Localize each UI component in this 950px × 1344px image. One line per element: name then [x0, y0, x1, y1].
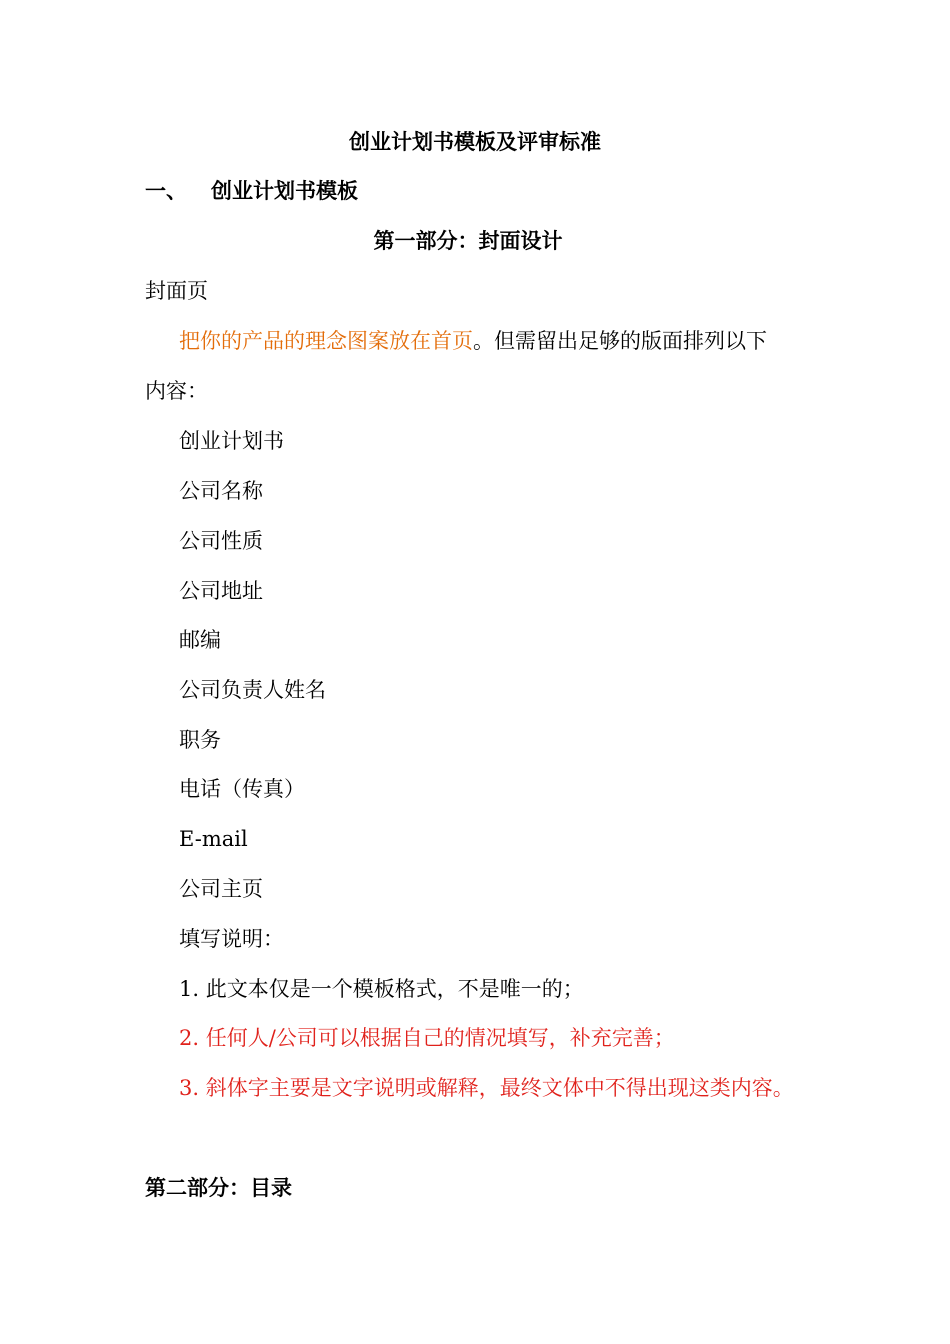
note-2: 2. 任何人/公司可以根据自己的情况填写，补充完善； — [179, 1026, 675, 1050]
part2-title: 第二部分：目录 — [145, 1176, 292, 1200]
document-title: 创业计划书模板及评审标准 — [349, 130, 601, 154]
cover-item: 公司负责人姓名 — [179, 678, 326, 702]
cover-item: 创业计划书 — [179, 429, 284, 453]
intro-paragraph-line-1 — [179, 327, 767, 355]
part1-title: 第一部分：封面设计 — [373, 229, 563, 253]
cover-item: E-mail — [179, 827, 248, 851]
cover-item: 邮编 — [179, 628, 221, 652]
cover-item: 公司名称 — [179, 479, 263, 503]
intro-rest-text: 。但需留出足够的版面排列以下 — [473, 329, 767, 353]
note-1: 1. 此文本仅是一个模板格式，不是唯一的； — [179, 977, 584, 1001]
cover-page-label: 封面页 — [145, 279, 208, 303]
section-title: 创业计划书模板 — [211, 179, 358, 203]
cover-item: 电话（传真） — [179, 777, 305, 801]
instructions-label: 填写说明： — [179, 927, 284, 951]
intro-highlight-text: 把你的产品的理念图案放在首页 — [179, 329, 473, 353]
cover-item: 公司主页 — [179, 877, 263, 901]
intro-paragraph-line-2: 内容： — [145, 379, 208, 403]
note-3: 3. 斜体字主要是文字说明或解释，最终文体中不得出现这类内容。 — [179, 1076, 794, 1100]
cover-item: 职务 — [179, 728, 221, 752]
section-number: 一、 — [145, 179, 187, 203]
cover-item: 公司地址 — [179, 579, 263, 603]
cover-item: 公司性质 — [179, 529, 263, 553]
